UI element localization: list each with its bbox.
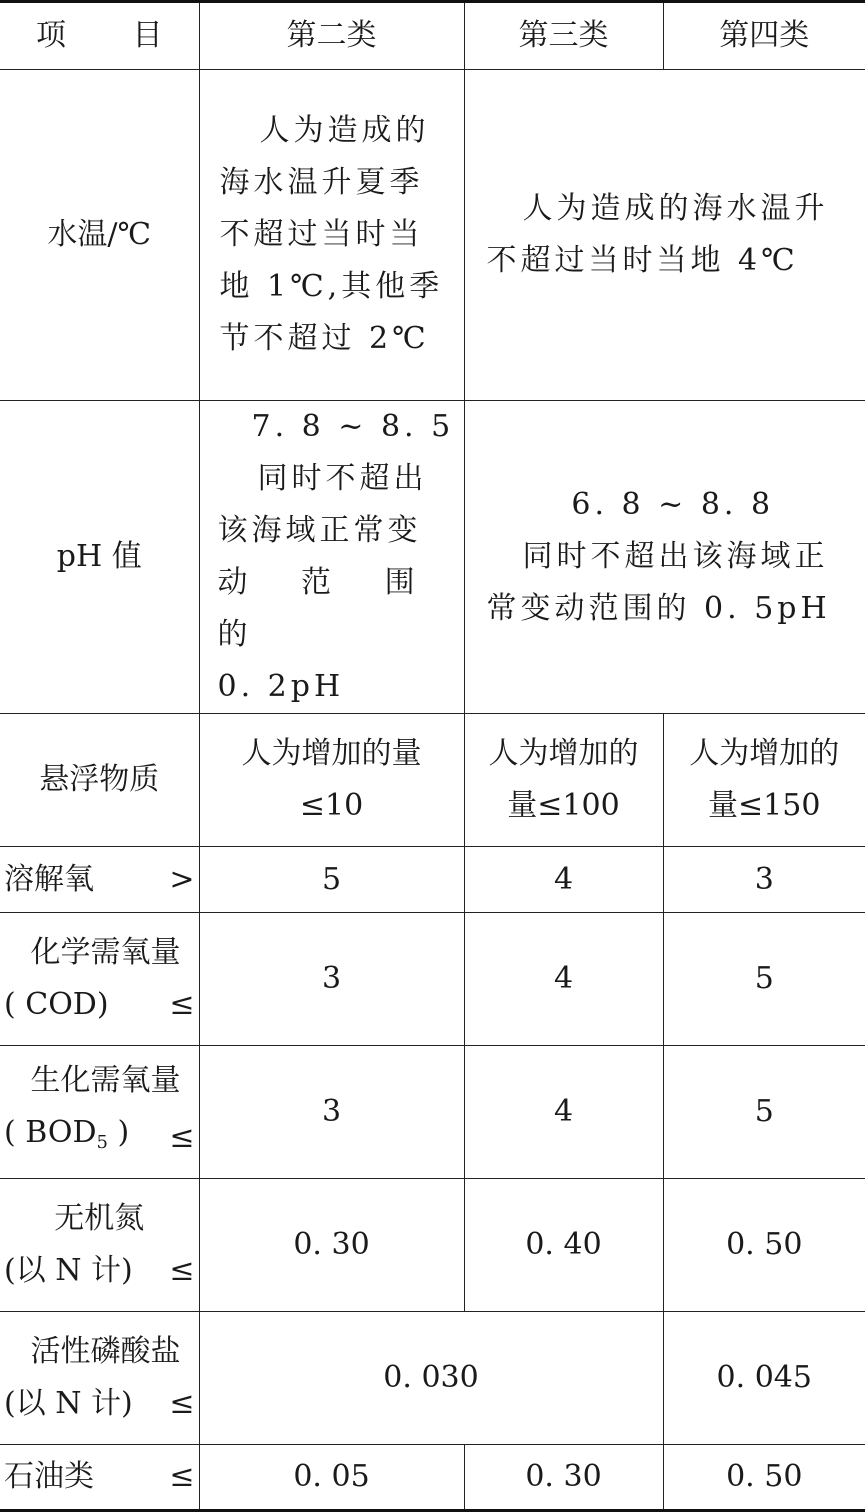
do-class4: 3 xyxy=(663,847,865,913)
inorganic-n-class2: 0. 30 xyxy=(199,1179,464,1312)
phosphate-class23: 0. 030 xyxy=(199,1312,663,1445)
label-phosphate: 活性磷酸盐 (以 N 计) ≤ xyxy=(0,1312,199,1445)
ph-class2: 7. 8 ~ 8. 5 同时不超出 该海域正常变 动 范 围 的 0. 2pH xyxy=(199,401,464,714)
header-item: 项 目 xyxy=(0,2,199,70)
inorganic-n-class3: 0. 40 xyxy=(464,1179,663,1312)
bod-class2: 3 xyxy=(199,1046,464,1179)
suspended-class2: 人为增加的量 ≤10 xyxy=(199,714,464,847)
row-phosphate xyxy=(0,1312,865,1445)
water-temp-class2: 人为造成的 海水温升夏季 不超过当时当 地 1℃,其他季 节不超过 2℃ xyxy=(199,70,464,401)
label-inorganic-n: 无机氮 (以 N 计) ≤ xyxy=(0,1179,199,1312)
cod-class4: 5 xyxy=(663,913,865,1046)
label-suspended: 悬浮物质 xyxy=(0,714,199,847)
oil-class2: 0. 05 xyxy=(199,1445,464,1511)
oil-class4: 0. 50 xyxy=(663,1445,865,1511)
suspended-class4: 人为增加的 量≤150 xyxy=(663,714,865,847)
row-do xyxy=(0,847,865,913)
row-oil xyxy=(0,1445,865,1511)
bod-class4: 5 xyxy=(663,1046,865,1179)
label-cod: 化学需氧量 ( COD) ≤ xyxy=(0,913,199,1046)
row-suspended xyxy=(0,714,865,847)
row-cod xyxy=(0,913,865,1046)
row-bod xyxy=(0,1046,865,1179)
water-temp-class34: 人为造成的海水温升 不超过当时当地 4℃ xyxy=(464,70,865,401)
do-class3: 4 xyxy=(464,847,663,913)
oil-class3: 0. 30 xyxy=(464,1445,663,1511)
ph-class34: 6. 8 ~ 8. 8 同时不超出该海域正 常变动范围的 0. 5pH xyxy=(464,401,865,714)
suspended-class3: 人为增加的 量≤100 xyxy=(464,714,663,847)
header-class4: 第四类 xyxy=(663,2,865,70)
do-class2: 5 xyxy=(199,847,464,913)
header-row xyxy=(0,2,865,70)
cod-class3: 4 xyxy=(464,913,663,1046)
label-bod: 生化需氧量 ( $BOD_5$ ) ≤ xyxy=(0,1046,199,1179)
row-inorganic-n xyxy=(0,1179,865,1312)
inorganic-n-class4: 0. 50 xyxy=(663,1179,865,1312)
row-ph xyxy=(0,401,865,714)
label-water-temp: 水温/℃ xyxy=(0,70,199,401)
label-ph: pH 值 xyxy=(0,401,199,714)
bod-class3: 4 xyxy=(464,1046,663,1179)
phosphate-class4: 0. 045 xyxy=(663,1312,865,1445)
label-do: 溶解氧 > xyxy=(0,847,199,913)
header-class2: 第二类 xyxy=(199,2,464,70)
header-class3: 第三类 xyxy=(464,2,663,70)
row-water-temp xyxy=(0,70,865,401)
cod-class2: 3 xyxy=(199,913,464,1046)
label-oil: 石油类 ≤ xyxy=(0,1445,199,1511)
